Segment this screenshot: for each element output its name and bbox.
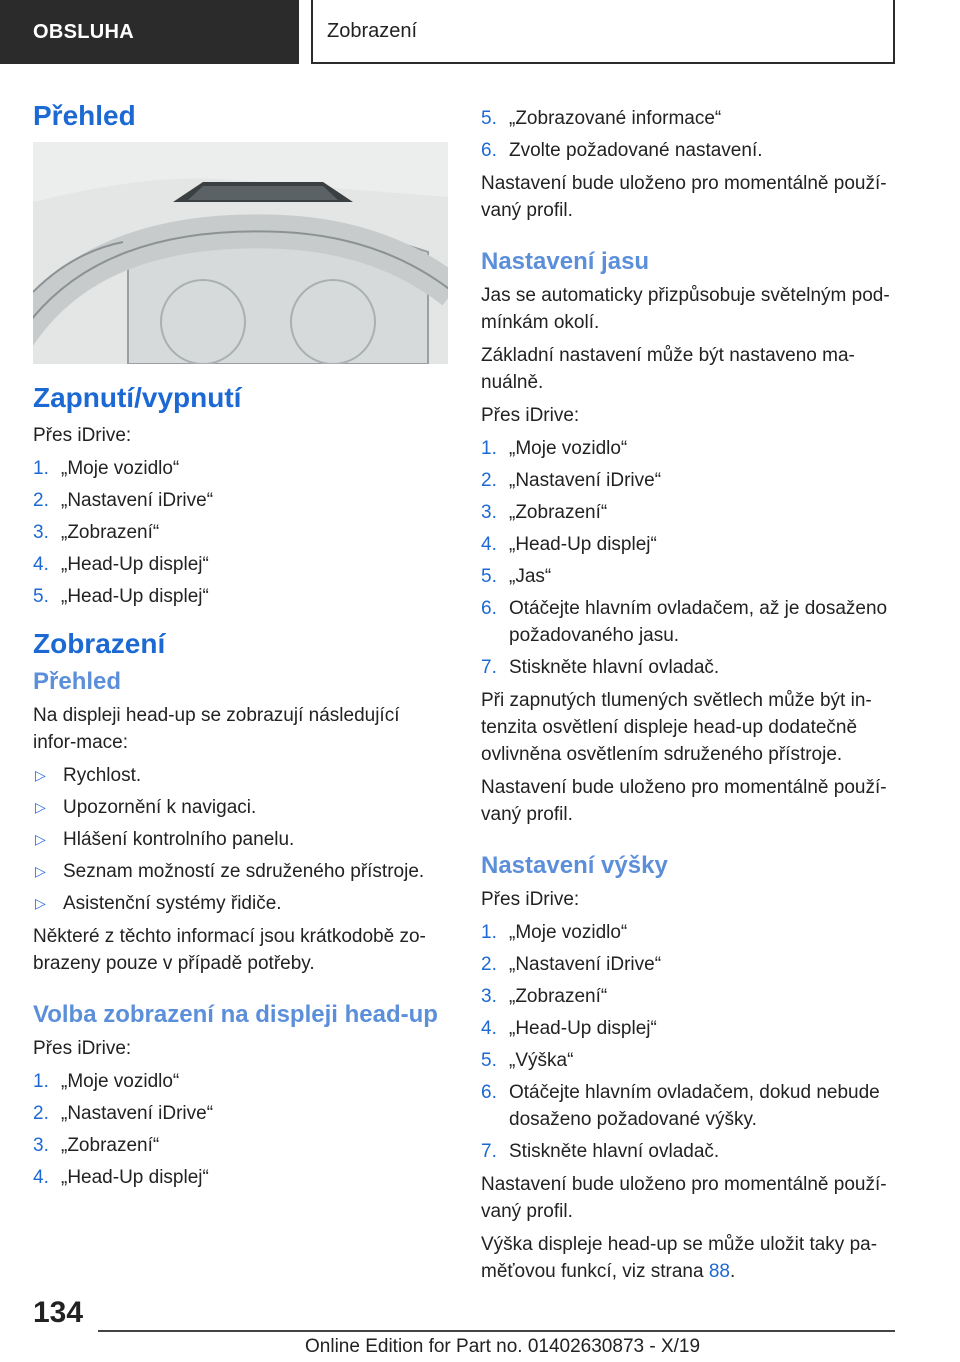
page-link[interactable]: 88	[708, 1261, 730, 1282]
triangle-bullet-icon: ▷	[35, 799, 46, 815]
via-idrive-text: Přes iDrive:	[481, 889, 580, 910]
brightness-note: Při zapnutých tlumených světlech může být in-tenzita osvětlení displeje head-up dodatečně ovlivněna osvětlením sdruženého přístroje.	[481, 690, 872, 765]
list-item: 1. „Moje vozidlo“	[33, 458, 180, 479]
saved-text: Nastavení bude uloženo pro momentálně použí-vaný profil.	[481, 173, 887, 221]
memory-text: Výška displeje head-up se může uložit taky pa-měťovou funkcí, viz strana 88.	[481, 1234, 878, 1282]
footer-divider	[98, 1330, 895, 1332]
list-item: ▷ Seznam možností ze sdruženého přístroje.	[33, 858, 448, 885]
via-idrive-text: Přes iDrive:	[33, 425, 132, 446]
heading-display: Zobrazení	[33, 628, 166, 659]
info-bullets	[33, 762, 448, 917]
steps-brightness	[481, 435, 896, 681]
list-item: 6. Otáčejte hlavním ovladačem, dokud nebude dosaženo požadované výšky.	[481, 1082, 880, 1130]
steps-selection	[33, 1068, 448, 1191]
note-text: Některé z těchto informací jsou krátkodobě zo-brazeny pouze v případě potřeby.	[33, 926, 426, 974]
via-idrive-text: Přes iDrive:	[33, 1038, 132, 1059]
subheading-selection: Volba zobrazení na displeji head-up	[33, 1001, 438, 1028]
heading-on-off: Zapnutí/vypnutí	[33, 382, 242, 413]
via-idrive-text: Přes iDrive:	[481, 405, 580, 426]
list-item: 2. „Nastavení iDrive“	[481, 954, 662, 975]
list-item: ▷ Hlášení kontrolního panelu.	[33, 826, 448, 853]
list-item: 2. „Nastavení iDrive“	[481, 470, 662, 491]
list-item: 4. „Head-Up displej“	[481, 534, 657, 555]
triangle-bullet-icon: ▷	[35, 767, 46, 783]
saved-text: Nastavení bude uloženo pro momentálně použí-vaný profil.	[481, 777, 887, 825]
saved-text: Nastavení bude uloženo pro momentálně použí-vaný profil.	[481, 1174, 887, 1222]
list-item: 5. „Výška“	[481, 1050, 574, 1071]
section-label: OBSLUHA	[33, 20, 134, 43]
overview-text: Na displeji head-up se zobrazují následující infor-mace:	[33, 705, 400, 753]
list-item: 5. „Head-Up displej“	[33, 586, 209, 607]
chapter-tab	[311, 0, 895, 64]
list-item: 4. „Head-Up displej“	[33, 554, 209, 575]
right-column	[481, 100, 896, 1291]
triangle-bullet-icon: ▷	[35, 831, 46, 847]
list-item: 1. „Moje vozidlo“	[481, 922, 628, 943]
list-item: 6. Otáčejte hlavním ovladačem, až je dosaženo požadovaného jasu.	[481, 598, 888, 646]
dashboard-figure	[33, 142, 448, 364]
brightness-text: Základní nastavení může být nastaveno ma-nuálně.	[481, 345, 855, 393]
list-item: 3. „Zobrazení“	[481, 986, 608, 1007]
list-item: 3. „Zobrazení“	[33, 1135, 160, 1156]
brightness-text: Jas se automaticky přizpůsobuje světelným pod-mínkám okolí.	[481, 285, 890, 333]
steps-on-off	[33, 455, 448, 610]
list-item: 2. „Nastavení iDrive“	[33, 490, 214, 511]
page-title: Přehled	[33, 100, 136, 131]
list-item: 2. „Nastavení iDrive“	[33, 1103, 214, 1124]
list-item: 1. „Moje vozidlo“	[33, 1071, 180, 1092]
page-number: 134	[33, 1296, 84, 1329]
chapter-label: Zobrazení	[327, 19, 418, 42]
section-tab	[0, 0, 299, 64]
list-item: 4. „Head-Up displej“	[481, 1018, 657, 1039]
left-column	[33, 100, 448, 1196]
subheading-height: Nastavení výšky	[481, 852, 668, 879]
list-item: ▷ Upozornění k navigaci.	[33, 794, 448, 821]
list-item: 6. Zvolte požadované nastavení.	[481, 140, 763, 161]
dashboard-illustration	[33, 142, 448, 364]
edition-text: Online Edition for Part no. 01402630873 - X/19	[305, 1336, 701, 1357]
list-item: 7. Stiskněte hlavní ovladač.	[481, 657, 720, 678]
subheading-brightness: Nastavení jasu	[481, 248, 650, 275]
list-item: 5. „Zobrazované informace“	[481, 108, 722, 129]
list-item: 4. „Head-Up displej“	[33, 1167, 209, 1188]
list-item: 3. „Zobrazení“	[33, 522, 160, 543]
list-item: 5. „Jas“	[481, 566, 552, 587]
triangle-bullet-icon: ▷	[35, 895, 46, 911]
list-item: 7. Stiskněte hlavní ovladač.	[481, 1141, 720, 1162]
steps-selection-cont	[481, 105, 896, 164]
list-item: 3. „Zobrazení“	[481, 502, 608, 523]
list-item: 1. „Moje vozidlo“	[481, 438, 628, 459]
steps-height	[481, 919, 896, 1165]
list-item: ▷ Rychlost.	[33, 762, 448, 789]
triangle-bullet-icon: ▷	[35, 863, 46, 879]
subheading-overview: Přehled	[33, 668, 122, 695]
list-item: ▷ Asistenční systémy řidiče.	[33, 890, 448, 917]
